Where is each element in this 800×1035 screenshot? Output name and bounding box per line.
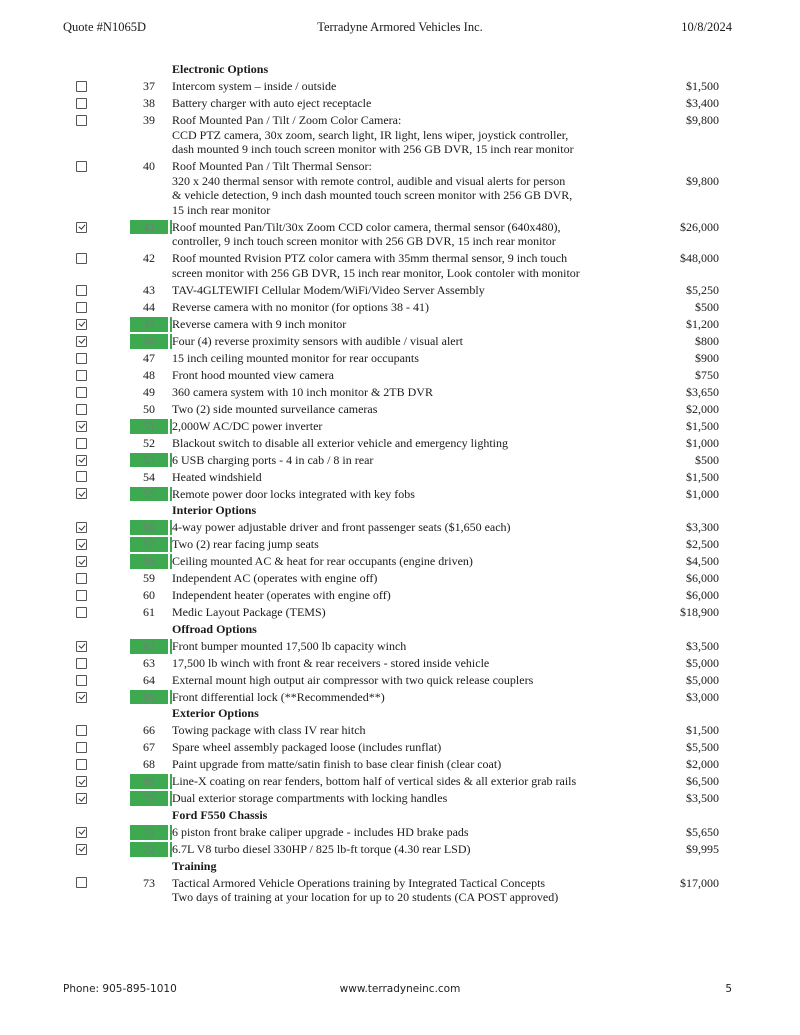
option-price: $6,000 bbox=[686, 571, 719, 586]
checked-checkbox[interactable] bbox=[76, 539, 87, 550]
option-description bbox=[172, 757, 590, 772]
description-line: Paint upgrade from matte/satin finish to base clear finish (clear coat) bbox=[172, 757, 502, 772]
option-row bbox=[0, 755, 800, 772]
option-checkbox[interactable] bbox=[76, 115, 87, 126]
option-row bbox=[0, 417, 800, 434]
option-description bbox=[172, 639, 590, 654]
checked-checkbox[interactable] bbox=[76, 776, 87, 787]
option-price: $2,000 bbox=[686, 401, 719, 416]
option-description bbox=[172, 402, 590, 417]
option-number: 64 bbox=[143, 672, 155, 687]
description-line: Front differential lock (**Recommended**) bbox=[172, 690, 590, 705]
option-row bbox=[0, 94, 800, 111]
option-description bbox=[172, 334, 590, 349]
option-row bbox=[0, 467, 800, 484]
description-line: controller, 9 inch touch screen monitor with 256 GB DVR, 15 inch rear monitor bbox=[172, 234, 556, 249]
option-row bbox=[0, 281, 800, 298]
option-price: $1,200 bbox=[686, 317, 719, 332]
option-number: 47 bbox=[143, 350, 155, 365]
checked-checkbox[interactable] bbox=[76, 421, 87, 432]
description-line: Spare wheel assembly packaged loose (includes runflat) bbox=[172, 740, 442, 755]
checked-checkbox[interactable] bbox=[76, 692, 87, 703]
option-description bbox=[172, 385, 590, 400]
option-number: 44 bbox=[143, 300, 155, 315]
description-line: 6 piston front brake caliper upgrade - includes HD brake pads bbox=[172, 825, 590, 840]
option-checkbox[interactable] bbox=[76, 438, 87, 449]
checked-checkbox[interactable] bbox=[76, 522, 87, 533]
description-line: Heated windshield bbox=[172, 469, 262, 484]
description-line: & vehicle detection, 9 inch dash mounted touch screen monitor with 256 GB DVR, bbox=[172, 188, 573, 203]
option-price: $6,000 bbox=[686, 588, 719, 603]
option-number: 56 bbox=[130, 520, 168, 535]
option-price: $3,400 bbox=[686, 95, 719, 110]
description-line: screen monitor with 256 GB DVR, 15 inch rear monitor, Look contoler with monitor bbox=[172, 266, 580, 281]
option-price: $9,800 bbox=[686, 112, 719, 127]
description-line: Two (2) rear facing jump seats bbox=[172, 537, 590, 552]
option-row bbox=[0, 535, 800, 552]
option-price: $26,000 bbox=[680, 219, 719, 234]
description-line: Roof mounted Pan/Tilt/30x Zoom CCD color camera, thermal sensor (640x480), bbox=[172, 220, 590, 235]
description-line: Dual exterior storage compartments with locking handles bbox=[172, 791, 590, 806]
option-price: $6,500 bbox=[686, 774, 719, 789]
option-price: $1,000 bbox=[686, 486, 719, 501]
option-price: $4,500 bbox=[686, 554, 719, 569]
option-row bbox=[0, 637, 800, 654]
option-number: 49 bbox=[143, 384, 155, 399]
option-checkbox[interactable] bbox=[76, 253, 87, 264]
option-number: 45 bbox=[130, 317, 168, 332]
description-line: 360 camera system with 10 inch monitor & 2TB DVR bbox=[172, 384, 433, 399]
option-row bbox=[0, 772, 800, 789]
checked-checkbox[interactable] bbox=[76, 844, 87, 855]
option-number: 61 bbox=[143, 605, 155, 620]
option-description bbox=[172, 520, 590, 535]
description-line: 6 USB charging ports - 4 in cab / 8 in rear bbox=[172, 453, 590, 468]
description-line: External mount high output air compressor with two quick release couplers bbox=[172, 672, 534, 687]
option-checkbox[interactable] bbox=[76, 675, 87, 686]
option-checkbox[interactable] bbox=[76, 81, 87, 92]
options-list bbox=[0, 60, 800, 905]
option-price: $1,500 bbox=[686, 418, 719, 433]
section-header bbox=[0, 857, 800, 874]
description-line: Front bumper mounted 17,500 lb capacity winch bbox=[172, 639, 590, 654]
description-line: 6.7L V8 turbo diesel 330HP / 825 lb-ft torque (4.30 rear LSD) bbox=[172, 842, 590, 857]
option-row bbox=[0, 298, 800, 315]
option-price: $5,250 bbox=[686, 283, 719, 298]
option-description bbox=[172, 317, 590, 332]
description-line: CCD PTZ camera, 30x zoom, search light, IR light, lens wiper, joystick controller, bbox=[172, 127, 569, 142]
option-price: $17,000 bbox=[680, 875, 719, 890]
option-price: $18,900 bbox=[680, 605, 719, 620]
description-line: TAV-4GLTEWIFI Cellular Modem/WiFi/Video Server Assembly bbox=[172, 283, 485, 298]
description-line: Reverse camera with 9 inch monitor bbox=[172, 317, 590, 332]
option-number: 66 bbox=[143, 723, 155, 738]
option-description bbox=[172, 537, 590, 552]
section-header bbox=[0, 704, 800, 721]
option-row bbox=[0, 873, 800, 905]
option-price: $750 bbox=[695, 367, 719, 382]
option-row bbox=[0, 218, 800, 250]
option-row bbox=[0, 840, 800, 857]
option-number: 57 bbox=[130, 537, 168, 552]
option-checkbox[interactable] bbox=[76, 285, 87, 296]
option-checkbox[interactable] bbox=[76, 161, 87, 172]
option-description bbox=[172, 487, 590, 502]
option-checkbox[interactable] bbox=[76, 759, 87, 770]
option-price: $5,650 bbox=[686, 824, 719, 839]
option-description bbox=[172, 300, 590, 315]
checked-checkbox[interactable] bbox=[76, 336, 87, 347]
option-row bbox=[0, 315, 800, 332]
section-title: Ford F550 Chassis bbox=[172, 808, 268, 822]
option-row bbox=[0, 738, 800, 755]
option-row bbox=[0, 518, 800, 535]
option-description bbox=[172, 723, 590, 738]
option-number: 69 bbox=[130, 774, 168, 789]
section-header bbox=[0, 60, 800, 77]
section-header bbox=[0, 806, 800, 823]
description-line: Front hood mounted view camera bbox=[172, 367, 334, 382]
option-number: 68 bbox=[143, 757, 155, 772]
description-line: Independent heater (operates with engine off) bbox=[172, 588, 391, 603]
description-line: Roof Mounted Pan / Tilt Thermal Sensor: bbox=[172, 159, 372, 174]
option-row bbox=[0, 823, 800, 840]
description-line: Tactical Armored Vehicle Operations training by Integrated Tactical Concepts bbox=[172, 875, 546, 890]
option-price: $500 bbox=[695, 300, 719, 315]
description-line: Roof mounted Rvision PTZ color camera with 35mm thermal sensor, 9 inch touch bbox=[172, 251, 568, 266]
description-line: 17,500 lb winch with front & rear receivers - stored inside vehicle bbox=[172, 655, 490, 670]
option-description bbox=[172, 283, 590, 298]
option-number: 60 bbox=[143, 588, 155, 603]
option-price: $2,500 bbox=[686, 537, 719, 552]
option-number: 40 bbox=[143, 159, 155, 174]
description-line: Battery charger with auto eject receptacle bbox=[172, 95, 372, 110]
option-description bbox=[172, 96, 590, 111]
description-line: Line-X coating on rear fenders, bottom half of vertical sides & all exterior grab rails bbox=[172, 774, 590, 789]
option-checkbox[interactable] bbox=[76, 658, 87, 669]
option-checkbox[interactable] bbox=[76, 302, 87, 313]
option-price: $3,300 bbox=[686, 520, 719, 535]
description-line: Roof Mounted Pan / Tilt / Zoom Color Camera: bbox=[172, 112, 402, 127]
option-price: $1,500 bbox=[686, 723, 719, 738]
option-number: 39 bbox=[143, 112, 155, 127]
option-description bbox=[172, 656, 590, 671]
option-row bbox=[0, 332, 800, 349]
section-header bbox=[0, 501, 800, 518]
option-description bbox=[172, 791, 590, 806]
option-description bbox=[172, 113, 590, 157]
option-description bbox=[172, 825, 590, 840]
option-description bbox=[172, 453, 590, 468]
option-price: $9,800 bbox=[686, 173, 719, 188]
checked-checkbox[interactable] bbox=[76, 793, 87, 804]
footer-website[interactable]: www.terradyneinc.com bbox=[339, 983, 461, 995]
option-price: $3,500 bbox=[686, 638, 719, 653]
section-title: Exterior Options bbox=[172, 706, 259, 721]
quote-date: 10/8/2024 bbox=[681, 20, 732, 34]
option-number: 72 bbox=[130, 842, 168, 857]
description-line: Towing package with class IV rear hitch bbox=[172, 723, 366, 738]
option-row bbox=[0, 586, 800, 603]
option-number: 71 bbox=[130, 825, 168, 840]
option-price: $2,000 bbox=[686, 757, 719, 772]
option-description bbox=[172, 842, 590, 857]
option-number: 70 bbox=[130, 791, 168, 806]
option-description bbox=[172, 220, 590, 249]
checked-checkbox[interactable] bbox=[76, 827, 87, 838]
option-price: $900 bbox=[695, 350, 719, 365]
description-line: Four (4) reverse proximity sensors with audible / visual alert bbox=[172, 334, 590, 349]
option-checkbox[interactable] bbox=[76, 404, 87, 415]
description-line: Reverse camera with no monitor (for options 38 - 41) bbox=[172, 300, 429, 315]
option-checkbox[interactable] bbox=[76, 877, 87, 888]
option-number: 51 bbox=[130, 419, 168, 434]
description-line: dash mounted 9 inch touch screen monitor with 256 GB DVR, 15 inch rear monitor bbox=[172, 142, 574, 157]
description-line: Ceiling mounted AC & heat for rear occupants (engine driven) bbox=[172, 554, 590, 569]
option-description bbox=[172, 774, 590, 789]
description-line: Medic Layout Package (TEMS) bbox=[172, 605, 326, 620]
section-title: Interior Options bbox=[172, 503, 257, 518]
option-number: 58 bbox=[130, 554, 168, 569]
option-row bbox=[0, 77, 800, 94]
option-description bbox=[172, 588, 590, 603]
option-number: 59 bbox=[143, 571, 155, 586]
option-price: $48,000 bbox=[680, 251, 719, 266]
option-checkbox[interactable] bbox=[76, 742, 87, 753]
option-number: 38 bbox=[143, 95, 155, 110]
option-checkbox[interactable] bbox=[76, 387, 87, 398]
checked-checkbox[interactable] bbox=[76, 319, 87, 330]
checked-checkbox[interactable] bbox=[76, 488, 87, 499]
option-row bbox=[0, 688, 800, 705]
option-price: $500 bbox=[695, 452, 719, 467]
option-number: 62 bbox=[130, 639, 168, 654]
page-number: 5 bbox=[725, 983, 732, 995]
option-number: 46 bbox=[130, 334, 168, 349]
option-description bbox=[172, 79, 590, 94]
option-description bbox=[172, 419, 590, 434]
option-price: $5,000 bbox=[686, 655, 719, 670]
option-row bbox=[0, 789, 800, 806]
section-header bbox=[0, 620, 800, 637]
option-price: $1,000 bbox=[686, 435, 719, 450]
option-row bbox=[0, 603, 800, 620]
option-price: $1,500 bbox=[686, 469, 719, 484]
option-price: $1,500 bbox=[686, 78, 719, 93]
option-checkbox[interactable] bbox=[76, 353, 87, 364]
description-line: 4-way power adjustable driver and front passenger seats ($1,650 each) bbox=[172, 520, 590, 535]
option-checkbox[interactable] bbox=[76, 607, 87, 618]
description-line: 15 inch rear monitor bbox=[172, 202, 271, 217]
description-line: Two days of training at your location for up to 20 students (CA POST approved) bbox=[172, 890, 559, 905]
option-checkbox[interactable] bbox=[76, 725, 87, 736]
option-row bbox=[0, 451, 800, 468]
checked-checkbox[interactable] bbox=[76, 556, 87, 567]
checked-checkbox[interactable] bbox=[76, 641, 87, 652]
option-row bbox=[0, 552, 800, 569]
option-price: $9,995 bbox=[686, 841, 719, 856]
option-row bbox=[0, 721, 800, 738]
option-description bbox=[172, 740, 590, 755]
option-description bbox=[172, 690, 590, 705]
option-checkbox[interactable] bbox=[76, 370, 87, 381]
option-price: $3,500 bbox=[686, 791, 719, 806]
option-description bbox=[172, 876, 590, 905]
section-title: Electronic Options bbox=[172, 62, 269, 76]
option-price: $800 bbox=[695, 334, 719, 348]
option-row bbox=[0, 157, 800, 218]
option-number: 42 bbox=[143, 251, 155, 266]
option-row bbox=[0, 349, 800, 366]
option-number: 43 bbox=[143, 283, 155, 298]
option-number: 48 bbox=[143, 367, 155, 382]
option-row bbox=[0, 569, 800, 586]
description-line: 15 inch ceiling mounted monitor for rear occupants bbox=[172, 350, 419, 365]
description-line: 320 x 240 thermal sensor with remote control, audible and visual alerts for person bbox=[172, 173, 566, 188]
option-price: $3,650 bbox=[686, 384, 719, 399]
option-checkbox[interactable] bbox=[76, 471, 87, 482]
option-number: 63 bbox=[143, 655, 155, 670]
option-description bbox=[172, 571, 590, 586]
company-name: Terradyne Armored Vehicles Inc. bbox=[317, 20, 483, 34]
option-number: 54 bbox=[143, 469, 155, 484]
option-description bbox=[172, 351, 590, 366]
option-row bbox=[0, 434, 800, 451]
checked-checkbox[interactable] bbox=[76, 222, 87, 233]
quote-number: Quote #N1065D bbox=[63, 20, 146, 34]
section-title: Offroad Options bbox=[172, 621, 257, 636]
option-row bbox=[0, 484, 800, 501]
checked-checkbox[interactable] bbox=[76, 455, 87, 466]
footer-phone: Phone: 905-895-1010 bbox=[63, 983, 177, 995]
description-line: Intercom system – inside / outside bbox=[172, 78, 337, 93]
option-checkbox[interactable] bbox=[76, 98, 87, 109]
option-price: $3,000 bbox=[686, 689, 719, 704]
option-checkbox[interactable] bbox=[76, 590, 87, 601]
option-row bbox=[0, 671, 800, 688]
option-description bbox=[172, 368, 590, 383]
option-checkbox[interactable] bbox=[76, 573, 87, 584]
option-number: 67 bbox=[143, 740, 155, 755]
option-number: 53 bbox=[130, 453, 168, 468]
option-row bbox=[0, 111, 800, 157]
description-line: Two (2) side mounted surveilance cameras bbox=[172, 401, 378, 416]
option-row bbox=[0, 654, 800, 671]
option-price: $5,500 bbox=[686, 740, 719, 755]
description-line: 2,000W AC/DC power inverter bbox=[172, 419, 590, 434]
option-row bbox=[0, 249, 800, 281]
option-number: 37 bbox=[143, 78, 155, 93]
option-price: $5,000 bbox=[686, 672, 719, 687]
option-row bbox=[0, 383, 800, 400]
option-row bbox=[0, 366, 800, 383]
option-number: 52 bbox=[143, 435, 155, 450]
description-line: Blackout switch to disable all exterior vehicle and emergency lighting bbox=[172, 435, 509, 450]
option-description bbox=[172, 605, 590, 620]
option-description bbox=[172, 673, 590, 688]
option-number: 55 bbox=[130, 487, 168, 502]
option-number: 50 bbox=[143, 401, 155, 416]
description-line: Remote power door locks integrated with key fobs bbox=[172, 487, 590, 502]
description-line: Independent AC (operates with engine off) bbox=[172, 571, 378, 586]
option-description bbox=[172, 436, 590, 451]
option-description bbox=[172, 251, 590, 280]
option-number: 41 bbox=[130, 220, 168, 235]
option-row bbox=[0, 400, 800, 417]
option-description bbox=[172, 470, 590, 485]
option-description bbox=[172, 159, 590, 217]
option-description bbox=[172, 554, 590, 569]
option-number: 73 bbox=[143, 875, 155, 890]
section-title: Training bbox=[172, 858, 217, 873]
option-number: 65 bbox=[130, 690, 168, 705]
